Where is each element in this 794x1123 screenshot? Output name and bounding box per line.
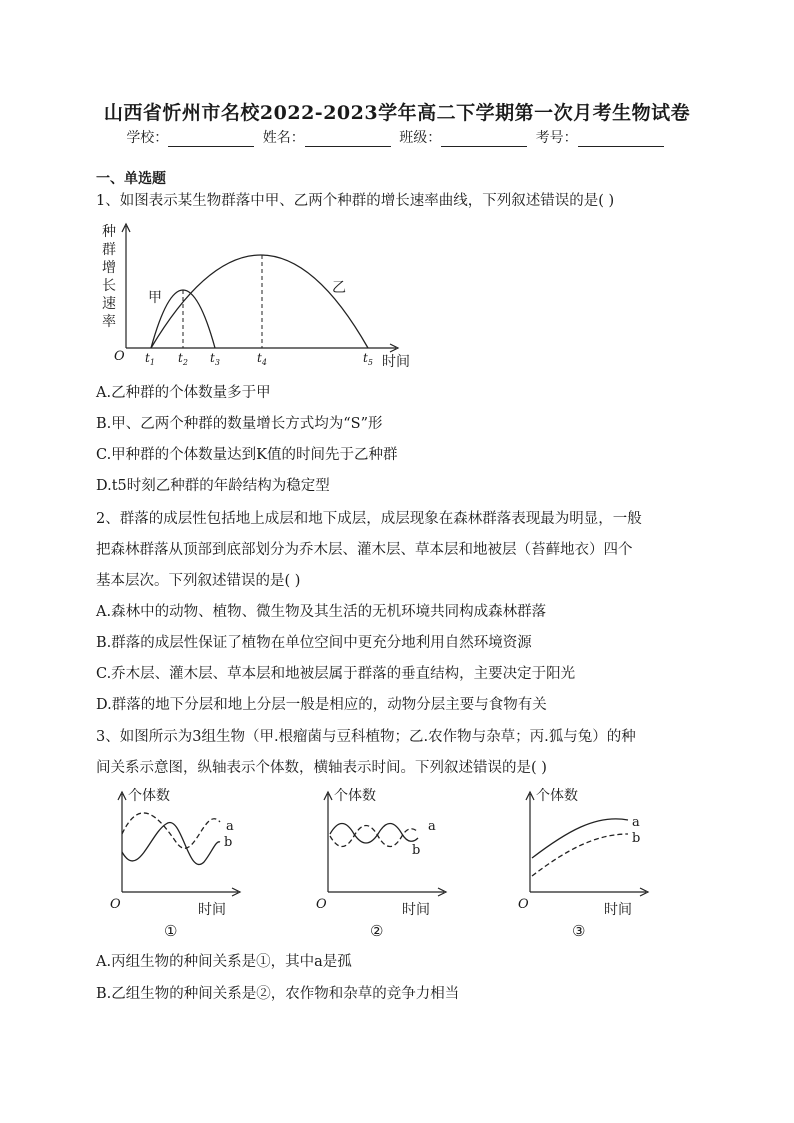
svg-text:速: 速: [102, 296, 116, 312]
q1-growth-rate-chart: [96, 222, 426, 372]
q3-g1-xlabel: 时间: [198, 902, 226, 918]
q1-xlabel: 时间: [382, 354, 410, 370]
q3-graph-3: [516, 786, 656, 941]
q3-g2-label-a: a: [428, 819, 436, 834]
q3-g2-label-b: b: [412, 843, 421, 858]
q1-tick-t5: $t_5$: [363, 351, 373, 367]
q1-curve-yi: [151, 255, 368, 348]
q3-graph-2: [314, 786, 454, 941]
q1-tick-t2: $t_2$: [178, 351, 188, 367]
q3-g1-label-a: a: [226, 819, 234, 834]
q1-tick-t1: $t_1$: [145, 351, 155, 367]
q1-label-jia: 甲: [148, 290, 162, 306]
q1-stem: 1、如图表示某生物群落中甲、乙两个种群的增长速率曲线，下列叙述错误的是( ): [96, 193, 615, 209]
q3-option-a[interactable]: A.丙组生物的种间关系是①，其中a是孤: [96, 954, 352, 970]
exam-title: 山西省忻州市名校2022-2023学年高二下学期第一次月考生物试卷: [103, 102, 691, 124]
q3-g1-origin: O: [110, 897, 121, 912]
q3-g1-curve-a: [122, 813, 220, 848]
q1-tick-t3: $t_3$: [210, 351, 220, 367]
q3-g3-origin: O: [518, 897, 529, 912]
school-field[interactable]: 学校：: [126, 127, 258, 147]
q2-stem-line-2: 把森林群落从顶部到底部划分为乔木层、灌木层、草本层和地被层（苔藓地衣）四个: [96, 542, 633, 558]
q1-tick-labels: [145, 351, 373, 367]
q3-g1-number: ①: [164, 922, 178, 940]
q3-g3-curve-a: [532, 819, 628, 858]
svg-text:种: 种: [102, 224, 116, 240]
name-field[interactable]: 姓名：: [263, 127, 395, 147]
q3-g1-label-b: b: [224, 835, 233, 850]
q3-g2-number: ②: [370, 922, 384, 940]
svg-text:增: 增: [102, 260, 116, 276]
q1-option-b[interactable]: B.甲、乙两个种群的数量增长方式均为“S”形: [96, 416, 383, 432]
q3-option-b[interactable]: B.乙组生物的种间关系是②，农作物和杂草的竞争力相当: [96, 986, 460, 1002]
section-heading: 一、单选题: [96, 171, 166, 187]
q2-option-c[interactable]: C.乔木层、灌木层、草本层和地被层属于群落的垂直结构，主要决定于阳光: [96, 666, 576, 682]
q3-g2-curve-a: [330, 824, 418, 844]
student-info-row: [0, 127, 794, 147]
class-field[interactable]: 班级：: [399, 127, 531, 147]
q3-g3-label-a: a: [632, 815, 640, 830]
q3-g2-ylabel: 个体数: [334, 788, 376, 804]
q2-option-d[interactable]: D.群落的地下分层和地上分层一般是相应的，动物分层主要与食物有关: [96, 697, 547, 713]
q1-label-yi: 乙: [332, 280, 346, 296]
q3-g1-ylabel: 个体数: [128, 788, 170, 804]
q3-stem-line-1: 3、如图所示为3组生物（甲.根瘤菌与豆科植物；乙.农作物与杂草；丙.狐与兔）的种: [96, 729, 636, 745]
exam-number-field[interactable]: 考号：: [536, 127, 668, 147]
q3-stem-line-2: 间关系示意图，纵轴表示个体数，横轴表示时间。下列叙述错误的是( ): [96, 760, 547, 776]
q2-stem-line-3: 基本层次。下列叙述错误的是( ): [96, 573, 301, 589]
svg-text:群: 群: [102, 242, 116, 258]
q1-option-a[interactable]: A.乙种群的个体数量多于甲: [96, 385, 271, 401]
q3-g1-curve-b: [122, 823, 220, 865]
q3-g2-curve-b: [330, 826, 418, 847]
q3-graph-1: [108, 786, 248, 941]
q2-option-b[interactable]: B.群落的成层性保证了植物在单位空间中更充分地利用自然环境资源: [96, 635, 532, 651]
q3-g2-xlabel: 时间: [402, 902, 430, 918]
q3-g3-curve-b: [532, 834, 628, 876]
q3-g2-origin: O: [316, 897, 327, 912]
svg-text:率: 率: [102, 314, 116, 330]
svg-text:长: 长: [102, 278, 116, 294]
q1-option-d[interactable]: D.t5时刻乙种群的年龄结构为稳定型: [96, 478, 330, 494]
q2-option-a[interactable]: A.森林中的动物、植物、微生物及其生活的无机环境共同构成森林群落: [96, 604, 547, 620]
q1-origin: O: [114, 349, 125, 364]
q3-g3-xlabel: 时间: [604, 902, 632, 918]
q1-tick-t4: $t_4$: [257, 351, 267, 367]
q3-g3-number: ③: [572, 922, 586, 940]
q1-ylabel: [102, 224, 116, 330]
q2-stem-line-1: 2、群落的成层性包括地上成层和地下成层，成层现象在森林群落表现最为明显，一般: [96, 511, 642, 527]
q3-g3-label-b: b: [632, 831, 641, 846]
q1-option-c[interactable]: C.甲种群的个体数量达到K值的时间先于乙种群: [96, 447, 398, 463]
q3-g3-ylabel: 个体数: [536, 788, 578, 804]
